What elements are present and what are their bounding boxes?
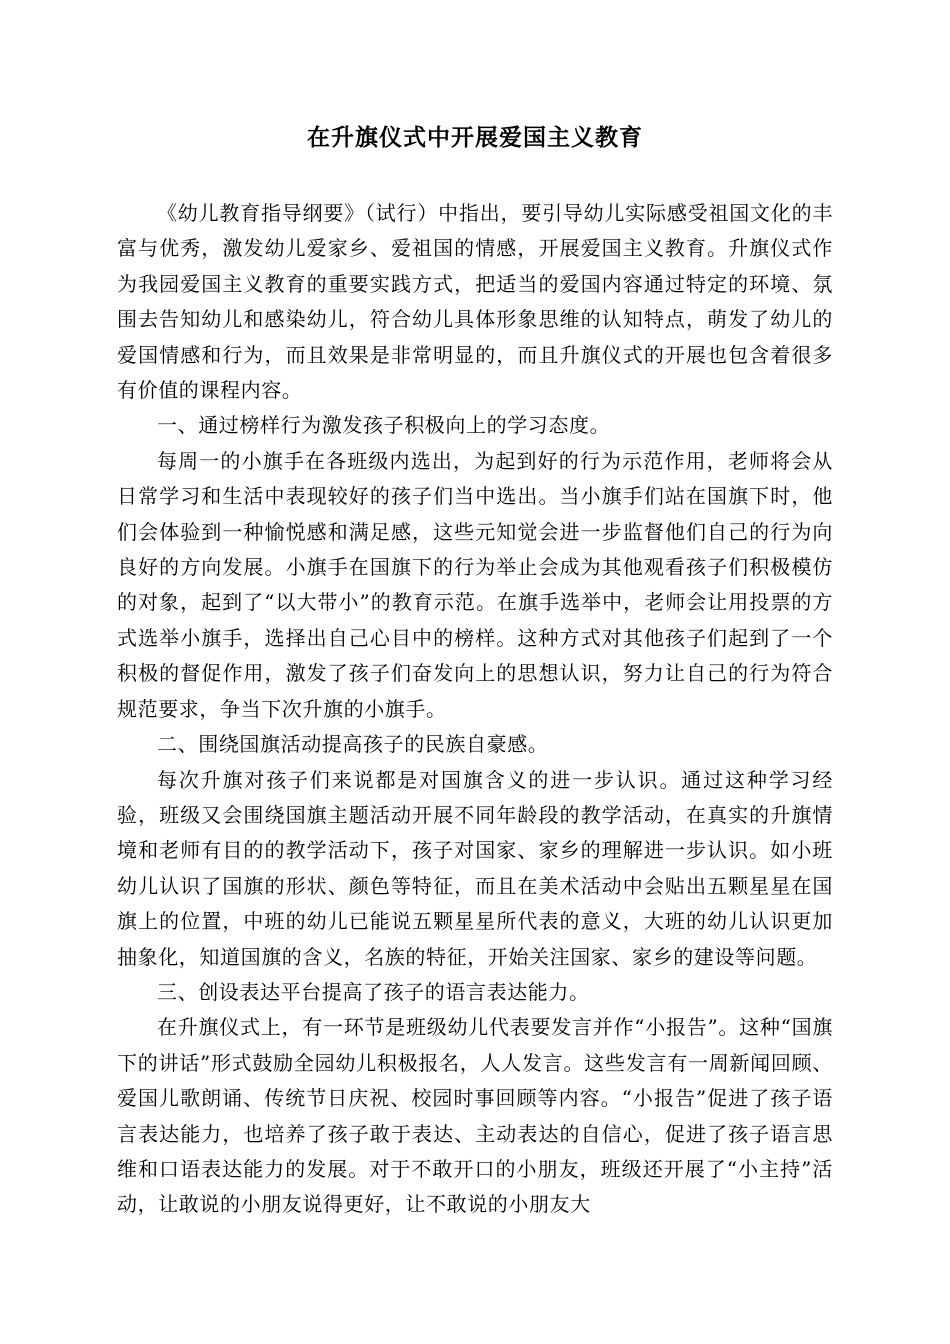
section-1-paragraph: 每周一的小旗手在各班级内选出，为起到好的行为示范作用，老师将会从日常学习和生活中表现较好的孩子们当中选出。当小旗手们站在国旗下时，他们会体验到一种愉悦感和满足感，这些元知觉会进一步监督他们自己的行为向良好的方向发展。小旗手在国旗下的行为举止会成为其他观看孩子们积极模仿的对象，起到了“以大带小”的教育示范。在旗手选举中，老师会让用投票的方式选举小旗手，选择出自己心目中的榜样。这种方式对其他孩子们起到了一个积极的督促作用，激发了孩子们奋发向上的思想认识，努力让自己的行为符合规范要求，争当下次升旗的小旗手。 <box>117 448 833 721</box>
document-title: 在升旗仪式中开展爱国主义教育 <box>307 124 643 151</box>
section-2-paragraph: 每次升旗对孩子们来说都是对国旗含义的进一步认识。通过这种学习经验，班级又会围绕国旗主题活动开展不同年龄段的教学活动，在真实的升旗情境和老师有目的的教学活动下，孩子对国家、家乡的理解进一步认识。如小班幼儿认识了国旗的形状、颜色等特征，而且在美术活动中会贴出五颗星星在国旗上的位置，中班的幼儿已能说五颗星星所代表的意义，大班的幼儿认识更加抽象化，知道国旗的含义，名族的特征，开始关注国家、家乡的建设等问题。 <box>117 767 833 969</box>
section-3-paragraph: 在升旗仪式上，有一环节是班级幼儿代表要发言并作“小报告”。这种“国旗下的讲话”形式鼓励全园幼儿积极报名，人人发言。这些发言有一周新闻回顾、爱国儿歌朗诵、传统节日庆祝、校园时事回顾等内容。“小报告”促进了孩子语言表达能力，也培养了孩子敢于表达、主动表达的自信心，促进了孩子语言思维和口语表达能力的发展。对于不敢开口的小朋友，班级还开展了“小主持”活动，让敢说的小朋友说得更好，让不敢说的小朋友大 <box>117 1015 833 1217</box>
section-heading-3: 三、创设表达平台提高了孩子的语言表达能力。 <box>157 979 590 1004</box>
document-page <box>117 118 833 1223</box>
section-heading-2: 二、围绕国旗活动提高孩子的民族自豪感。 <box>157 732 549 757</box>
intro-paragraph: 《幼儿教育指导纲要》（试行）中指出，要引导幼儿实际感受祖国文化的丰富与优秀，激发幼儿爱家乡、爱祖国的情感，开展爱国主义教育。升旗仪式作为我园爱国主义教育的重要实践方式，把适当的爱国内容通过特定的环境、氛围去告知幼儿和感染幼儿，符合幼儿具体形象思维的认知特点，萌发了幼儿的爱国情感和行为，而且效果是非常明显的，而且升旗仪式的开展也包含着很多有价值的课程内容。 <box>117 201 833 403</box>
section-heading-1: 一、通过榜样行为激发孩子积极向上的学习态度。 <box>157 413 611 438</box>
